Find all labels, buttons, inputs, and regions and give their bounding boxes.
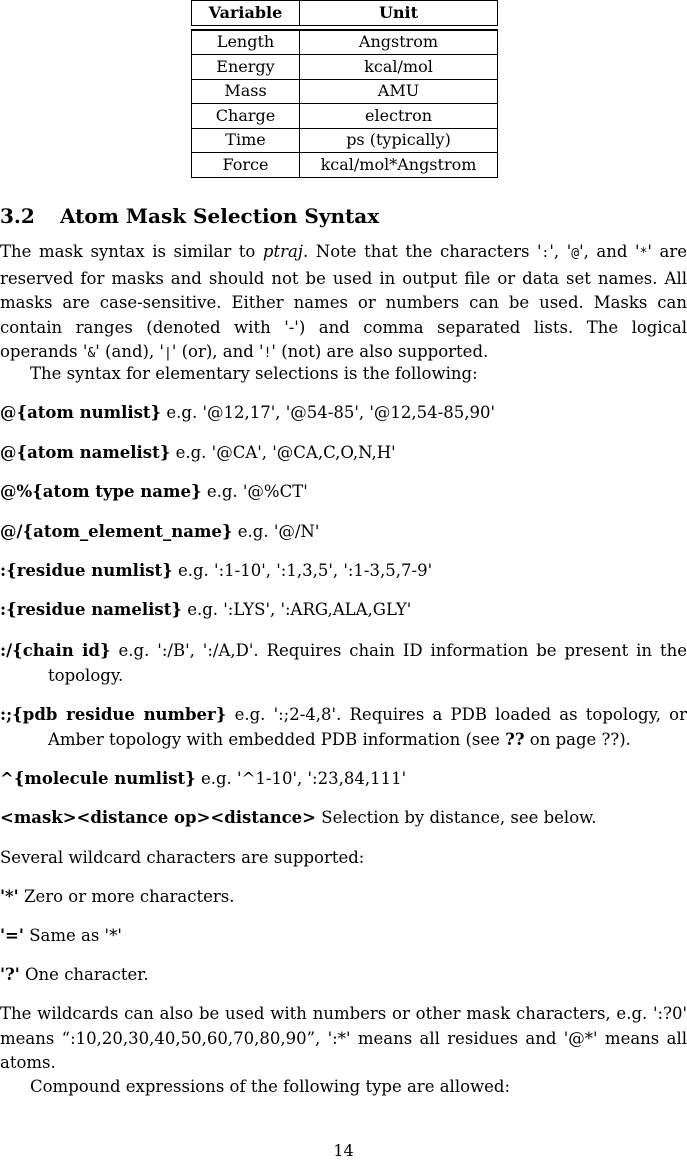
page-number: 14 (333, 1141, 354, 1160)
wildcard-item: '=' Same as '*' (0, 926, 122, 945)
section-title: Atom Mask Selection Syntax (60, 204, 380, 228)
table-header-variable: Variable (191, 0, 300, 26)
selection-item: @/{atom_element_name} e.g. '@/N' (0, 522, 320, 541)
wildcard-item: '*' Zero or more characters. (0, 887, 235, 906)
table-cell: ps (typically) (300, 129, 498, 154)
table-cell: Mass (191, 80, 300, 105)
section-heading (0, 203, 379, 229)
table-row (191, 104, 498, 129)
table-row (191, 55, 498, 80)
table-cell: Time (191, 129, 300, 154)
selection-item: ^{molecule numlist} e.g. '^1-10', ':23,84,111' (0, 769, 407, 788)
selection-item: :;{pdb residue number} e.g. ':;2-4,8'. Requires a PDB loaded as topology, or Amber topology with embedded PDB information (see ?? on page ??). (0, 705, 687, 749)
selection-item: @%{atom type name} e.g. '@%CT' (0, 482, 308, 501)
table-row (191, 153, 498, 178)
ptraj-name: ptraj (262, 242, 303, 261)
selection-item: :{residue numlist} e.g. ':1-10', ':1,3,5', ':1-3,5,7-9' (0, 561, 433, 580)
table-cell: Length (191, 30, 300, 56)
table-cell: Angstrom (300, 30, 498, 56)
table-cell: kcal/mol*Angstrom (300, 153, 498, 178)
wildcard-intro: Several wildcard characters are supported: (0, 848, 365, 867)
compound-paragraph: Compound expressions of the following type are allowed: (30, 1077, 511, 1096)
selection-item: @{atom numlist} e.g. '@12,17', '@54-85', '@12,54-85,90' (0, 403, 496, 422)
table-row (191, 30, 498, 56)
table-row (191, 80, 498, 105)
table-cell: Energy (191, 55, 300, 80)
table-cell: AMU (300, 80, 498, 105)
selection-item: @{atom namelist} e.g. '@CA', '@CA,C,O,N,H' (0, 443, 396, 462)
selection-item: :/{chain id} e.g. ':/B', ':/A,D'. Requires chain ID information be present in the topology. (0, 641, 687, 685)
table-cell: Charge (191, 104, 300, 129)
units-table (191, 0, 498, 178)
section-number: 3.2 (0, 204, 35, 228)
intro-paragraph: The mask syntax is similar to ptraj. Note that the characters ':', '@', and '*' are reserved for masks and should not be used in output file or data set names. All masks are case-sensitive. Either names or numbers can be used. Masks can contain ranges (denoted with '-') and comma separated lists. The logical operands '&' (and), '|' (or), and '!' (not) are also supported. (0, 242, 687, 361)
table-cell: kcal/mol (300, 55, 498, 80)
table-cell: electron (300, 104, 498, 129)
selection-item: :{residue namelist} e.g. ':LYS', ':ARG,ALA,GLY' (0, 600, 412, 619)
wildcard-item: '?' One character. (0, 965, 149, 984)
wildcard-paragraph: The wildcards can also be used with numbers or other mask characters, e.g. ':?0' means “:10,20,30,40,50,60,70,80,90”, ':*' means all residues and '@*' means all atoms. (0, 1004, 687, 1072)
table-header-unit: Unit (300, 0, 498, 26)
syntax-intro-paragraph: The syntax for elementary selections is the following: (30, 364, 478, 383)
selection-item: <mask><distance op><distance> Selection by distance, see below. (0, 808, 597, 827)
table-row (191, 129, 498, 154)
table-cell: Force (191, 153, 300, 178)
